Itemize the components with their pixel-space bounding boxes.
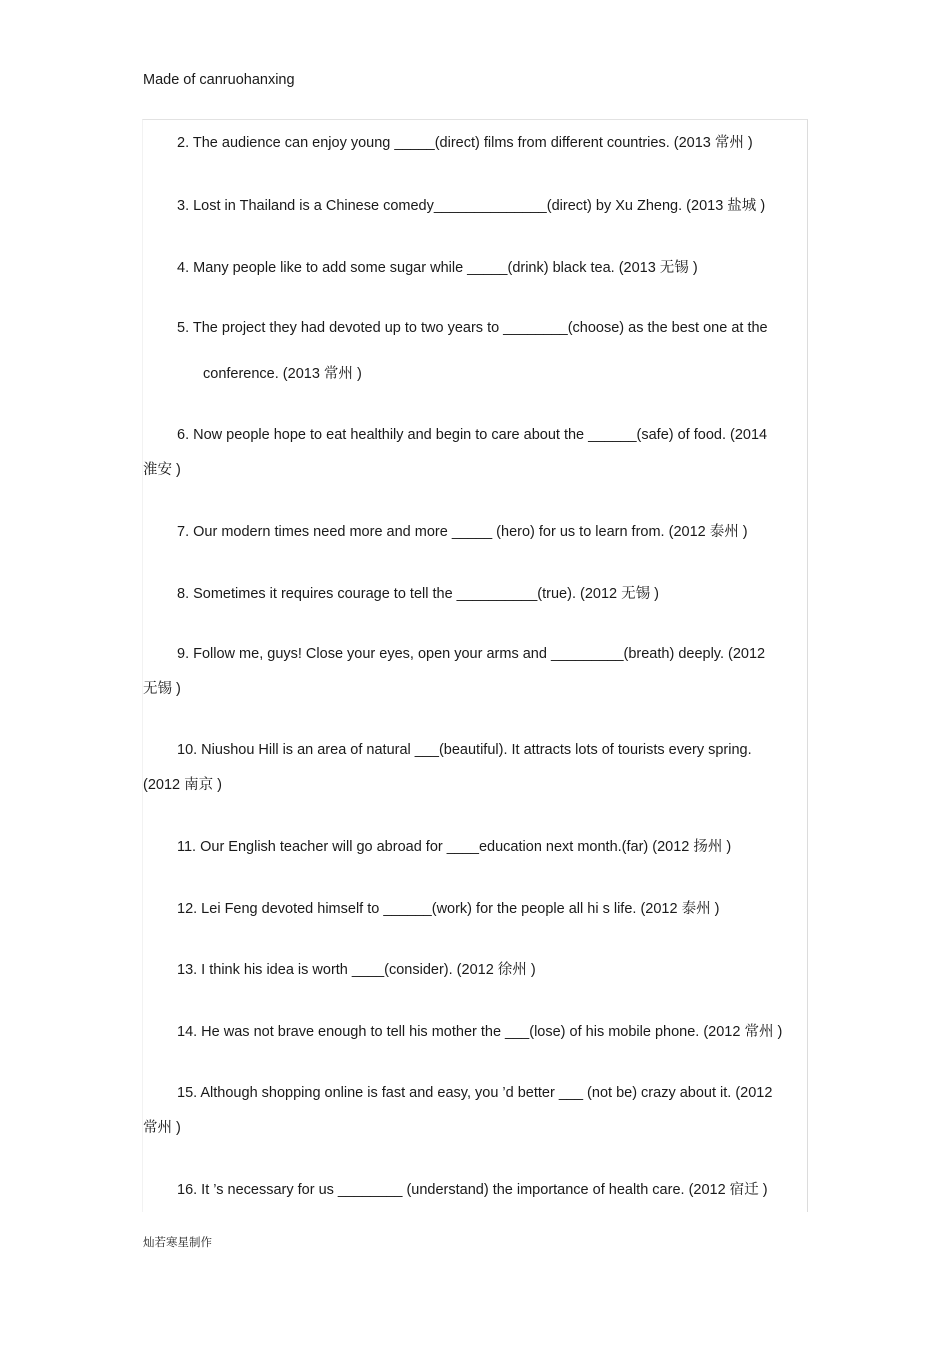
question-14: 14. He was not brave enough to tell his mother the ___(lose) of his mobile phone. (2012 常州 ): [177, 1024, 783, 1040]
question-16: 16. It ’s necessary for us ________ (understand) the importance of health care. (2012 宿迁 ): [177, 1182, 768, 1198]
question-6-continuation: 淮安 ): [143, 462, 181, 478]
question-9-continuation: 无锡 ): [143, 681, 181, 697]
question-11: 11. Our English teacher will go abroad for ____education next month.(far) (2012 扬州 ): [177, 839, 732, 855]
question-4: 4. Many people like to add some sugar while _____(drink) black tea. (2013 无锡 ): [177, 260, 698, 276]
question-6: 6. Now people hope to eat healthily and begin to care about the ______(safe) of food. (2014: [177, 427, 768, 443]
question-10-continuation: (2012 南京 ): [143, 777, 222, 793]
question-7: 7. Our modern times need more and more _____ (hero) for us to learn from. (2012 泰州 ): [177, 524, 748, 540]
question-12: 12. Lei Feng devoted himself to ______(work) for the people all hi s life. (2012 泰州 ): [177, 901, 720, 917]
question-15: 15. Although shopping online is fast and easy, you ’d better ___ (not be) crazy about it. (2012: [177, 1085, 773, 1101]
question-8: 8. Sometimes it requires courage to tell the __________(true). (2012 无锡 ): [177, 586, 659, 602]
content-frame: [142, 119, 808, 1212]
page-footer: 灿若寒星制作: [143, 1235, 212, 1249]
question-5-continuation: conference. (2013 常州 ): [203, 366, 362, 382]
question-10: 10. Niushou Hill is an area of natural ___(beautiful). It attracts lots of tourists every spring.: [177, 742, 752, 758]
question-5: 5. The project they had devoted up to two years to ________(choose) as the best one at the: [177, 320, 768, 336]
question-3: 3. Lost in Thailand is a Chinese comedy______________(direct) by Xu Zheng. (2013 盐城 ): [177, 198, 766, 214]
question-2: 2. The audience can enjoy young _____(direct) films from different countries. (2013 常州 ): [177, 135, 753, 151]
question-13: 13. I think his idea is worth ____(consider). (2012 徐州 ): [177, 962, 536, 978]
page-header: Made of canruohanxing: [143, 72, 295, 88]
question-9: 9. Follow me, guys! Close your eyes, open your arms and _________(breath) deeply. (2012: [177, 646, 766, 662]
question-15-continuation: 常州 ): [143, 1120, 181, 1136]
